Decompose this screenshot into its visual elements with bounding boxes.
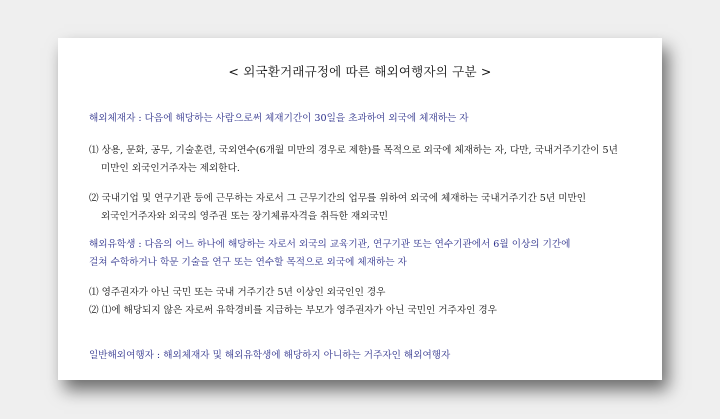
student-definition bbox=[89, 236, 654, 272]
resident-traveler-definition: 해외체재자 : 다음에 해당하는 사람으로써 체재기간이 30일을 초과하여 외국에 체재하는 자 bbox=[89, 113, 469, 124]
student-items bbox=[89, 284, 654, 320]
resident-traveler-item-2-line-2: 외국인거주자와 외국의 영주권 또는 장기체류자격을 취득한 재외국민 bbox=[101, 211, 389, 222]
student-definition-line-1: 해외유학생 : 다음의 어느 하나에 해당하는 자로서 외국의 교육기관, 연구기관 또는 연수기관에서 6월 이상의 기간에 bbox=[89, 239, 571, 250]
student-item-2: ⑵ ⑴에 해당되지 않은 자로써 유학경비를 지급하는 부모가 영주권자가 아닌 국민인 거주자인 경우 bbox=[89, 305, 497, 316]
student-definition-line-2: 걸쳐 수학하거나 학문 기술을 연구 또는 연수할 목적으로 외국에 체재하는 자 bbox=[89, 257, 407, 268]
student-item-1: ⑴ 영주권자가 아닌 국민 또는 국내 거주기간 5년 이상인 외국인인 경우 bbox=[89, 287, 386, 298]
resident-traveler-item-2-line-1: ⑵ 국내기업 및 연구기관 등에 근무하는 자로서 그 근무기간의 업무를 위하여 외국에 체재하는 국내거주기간 5년 미만인 bbox=[89, 193, 587, 204]
resident-traveler-item-1 bbox=[89, 142, 654, 178]
document-card bbox=[58, 38, 662, 380]
resident-traveler-item-1-line-1: ⑴ 상용, 문화, 공무, 기술훈련, 국외연수(6개월 미만의 경우로 제한)를 목적으로 외국에 체재하는 자, 다만, 국내거주기간이 5년 bbox=[89, 145, 618, 156]
general-traveler-definition: 일반해외여행자 : 해외체재자 및 해외유학생에 해당하지 아니하는 거주자인 해외여행자 bbox=[89, 350, 451, 361]
resident-traveler-item-1-line-2: 미만인 외국인거주자는 제외한다. bbox=[101, 163, 240, 174]
page-title: < 외국환거래규정에 따른 해외여행자의 구분 > bbox=[228, 64, 492, 79]
resident-traveler-item-2 bbox=[89, 190, 654, 226]
